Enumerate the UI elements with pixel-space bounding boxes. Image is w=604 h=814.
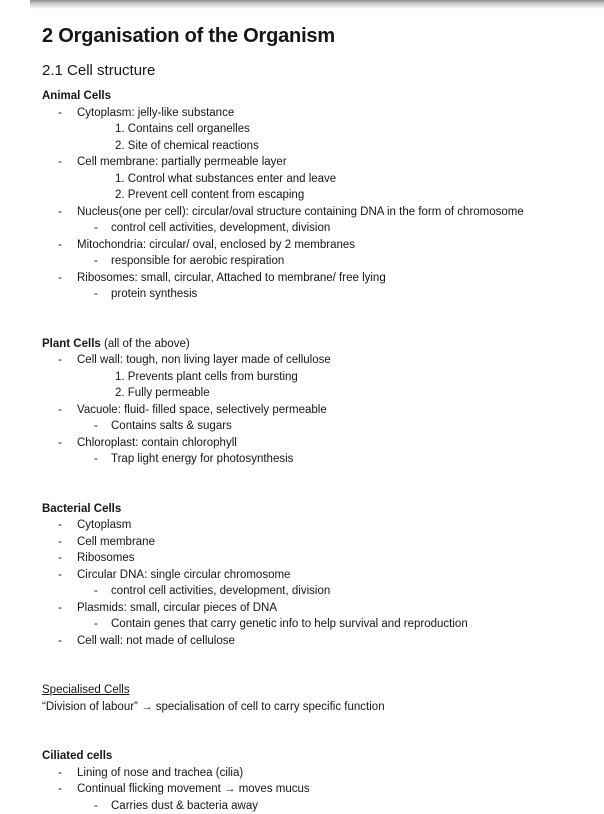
line-text: “Division of labour” → specialisation of cell to carry specific function [42,701,385,713]
list-item [0,154,604,171]
list-item [0,633,604,650]
list-item [0,105,604,122]
line-text: 1. Contains cell organelles [115,123,250,135]
list-item [0,220,604,237]
bullet-dash: - [94,583,98,600]
bullet-dash: - [94,798,98,814]
line-text: Circular DNA: single circular chromosome [77,569,290,581]
list-item [0,765,604,782]
line-text: Cell membrane [77,536,155,548]
list-item [0,550,604,567]
bullet-dash: - [58,550,62,567]
bullet-dash: - [94,418,98,435]
list-item [0,352,604,369]
bullet-dash: - [58,105,62,122]
list-item [0,534,604,551]
section-heading [0,88,604,105]
blank-line [0,484,604,501]
list-item [0,204,604,221]
line-text: Cytoplasm: jelly-like substance [77,107,234,119]
bullet-dash: - [94,451,98,468]
list-item [0,121,604,138]
bullet-dash: - [58,781,62,798]
section-heading [0,748,604,765]
list-item [0,616,604,633]
line-text: Cytoplasm [77,519,131,531]
list-item [0,138,604,155]
blank-line [0,303,604,320]
bullet-dash: - [58,600,62,617]
line-text: Chloroplast: contain chlorophyll [77,437,237,449]
list-item [0,583,604,600]
bullet-dash: - [94,616,98,633]
list-item [0,517,604,534]
list-item [0,187,604,204]
bullet-dash: - [58,352,62,369]
list-item [0,798,604,814]
bullet-dash: - [58,765,62,782]
line-text: Specialised Cells [42,684,130,696]
bullet-dash: - [94,220,98,237]
line-text: 2. Fully permeable [115,387,210,399]
line-text: Ciliated cells [42,750,112,762]
line-text: Bacterial Cells [42,503,121,515]
line-text: Trap light energy for photosynthesis [111,453,293,465]
bullet-dash: - [58,237,62,254]
bullet-dash: - [58,567,62,584]
bullet-dash: - [58,534,62,551]
line-text: Continual flicking movement → moves mucus [77,783,310,795]
list-item [0,402,604,419]
document-body [0,88,604,814]
list-item [0,171,604,188]
line-text: Contains salts & sugars [111,420,232,432]
list-item [0,253,604,270]
list-item [0,270,604,287]
line-text: Nucleus(one per cell): circular/oval structure containing DNA in the form of chromosome [77,206,524,218]
blank-line [0,732,604,749]
line-text: Animal Cells [42,90,111,102]
line-text: Cell wall: not made of cellulose [77,635,235,647]
line-text: Vacuole: fluid- filled space, selectively permeable [77,404,327,416]
line-text: 1. Control what substances enter and leave [115,173,336,185]
bullet-dash: - [58,270,62,287]
list-item [0,435,604,452]
line-text: Contain genes that carry genetic info to help survival and reproduction [111,618,468,630]
bullet-dash: - [94,253,98,270]
blank-line [0,468,604,485]
section-subtitle: 2.1 Cell structure [42,61,604,80]
line-text: control cell activities, development, division [111,222,330,234]
line-text: responsible for aerobic respiration [111,255,284,267]
list-item [0,418,604,435]
line-text: Ribosomes [77,552,135,564]
section-heading [0,336,604,353]
bullet-dash: - [58,633,62,650]
line-text: 1. Prevents plant cells from bursting [115,371,298,383]
heading-normal-text: (all of the above) [101,338,190,350]
line-text: Mitochondria: circular/ oval, enclosed by 2 membranes [77,239,355,251]
list-item [0,567,604,584]
list-item [0,286,604,303]
line-text: control cell activities, development, division [111,585,330,597]
blank-line [0,319,604,336]
blank-line [0,649,604,666]
blank-line [0,666,604,683]
bullet-dash: - [58,517,62,534]
section-heading [0,501,604,518]
line-text: Plasmids: small, circular pieces of DNA [77,602,277,614]
list-item [0,781,604,798]
bullet-dash: - [58,435,62,452]
list-item [0,600,604,617]
list-item [0,451,604,468]
list-item [0,237,604,254]
line-text: Cell membrane: partially permeable layer [77,156,287,168]
line-text: 2. Prevent cell content from escaping [115,189,304,201]
bullet-dash: - [58,402,62,419]
bullet-dash: - [58,204,62,221]
underlined-heading [0,682,604,699]
list-item [0,369,604,386]
line-text: Ribosomes: small, circular, Attached to membrane/ free lying [77,272,386,284]
line-text: Lining of nose and trachea (cilia) [77,767,243,779]
bullet-dash: - [58,154,62,171]
line-text: protein synthesis [111,288,197,300]
page-title: 2 Organisation of the Organism [42,24,604,48]
blank-line [0,715,604,732]
heading-bold-text: Plant Cells [42,338,101,350]
paragraph-line [0,699,604,716]
line-text: 2. Site of chemical reactions [115,140,259,152]
line-text: Cell wall: tough, non living layer made of cellulose [77,354,331,366]
list-item [0,385,604,402]
bullet-dash: - [94,286,98,303]
line-text: Carries dust & bacteria away [111,800,258,812]
